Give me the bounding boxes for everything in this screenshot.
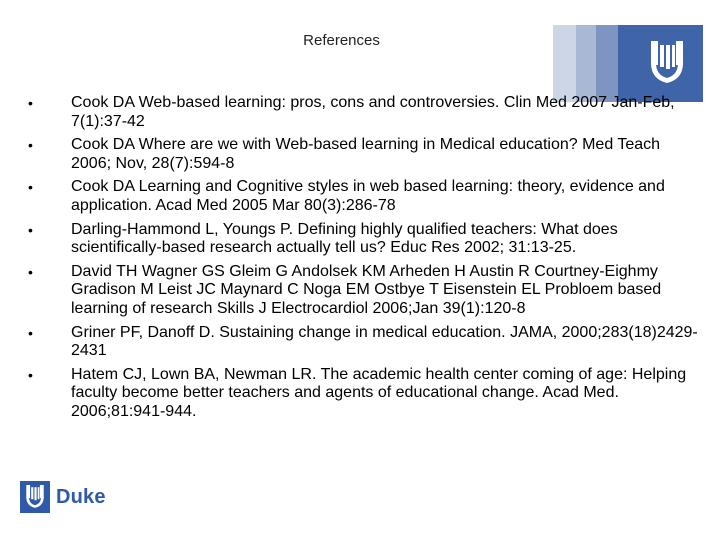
bullet: • [28, 263, 33, 280]
reference-text: Darling-Hammond L, Youngs P. Defining highly qualified teachers: What does scientifically-based research actually tell us? Educ Res 2002; 31:13-25. [71, 220, 618, 257]
reference-item [28, 94, 703, 131]
reference-item [28, 263, 703, 319]
reference-text: Cook DA Where are we with Web-based learning in Medical education? Med Teach 2006; Nov, 28(7):594-8 [71, 136, 661, 172]
color-block-3 [596, 25, 618, 102]
reference-item [28, 178, 703, 215]
reference-text: David TH Wagner GS Gleim G Andolsek KM Arheden H Austin R Courtney-Eighmy Gradison M Leist JC Maynard C Noga EM Ostbye T Eisenstein EL Probloem based learning of research Skills J Electrocardiol 2006;Jan 39(1):120-8 [71, 262, 662, 317]
reference-text: Griner PF, Danoff D. Sustaining change in medical education. JAMA, 2000;283(18)2429-2431 [71, 323, 698, 360]
header-color-blocks [553, 25, 703, 102]
reference-list [28, 94, 703, 427]
duke-logo-icon [20, 481, 50, 513]
duke-logo [20, 481, 106, 513]
duke-shield-icon [649, 41, 685, 85]
bullet: • [28, 137, 33, 154]
slide-title: References [303, 32, 380, 49]
reference-item [28, 366, 703, 422]
duke-shield-small-icon [25, 485, 45, 509]
bullet: • [28, 179, 33, 196]
reference-item [28, 324, 703, 361]
reference-text: Hatem CJ, Lown BA, Newman LR. The academic health center coming of age: Helping faculty become better teachers and agents of educational change. Acad Med. 2006;81:941-944. [71, 365, 687, 420]
reference-text: Cook DA Web-based learning: pros, cons and controversies. Clin Med 2007 Jan-Feb, 7(1):37-42 [71, 94, 675, 130]
bullet: • [28, 324, 33, 341]
bullet: • [28, 221, 33, 238]
duke-logo-text: Duke [56, 485, 106, 508]
reference-item [28, 136, 703, 173]
reference-text: Cook DA Learning and Cognitive styles in web based learning: theory, evidence and application. Acad Med 2005 Mar 80(3):286-78 [71, 178, 665, 214]
color-block-2 [576, 25, 596, 102]
color-block-1 [553, 25, 576, 102]
bullet: • [28, 95, 33, 111]
reference-item [28, 221, 703, 258]
bullet: • [28, 366, 33, 383]
